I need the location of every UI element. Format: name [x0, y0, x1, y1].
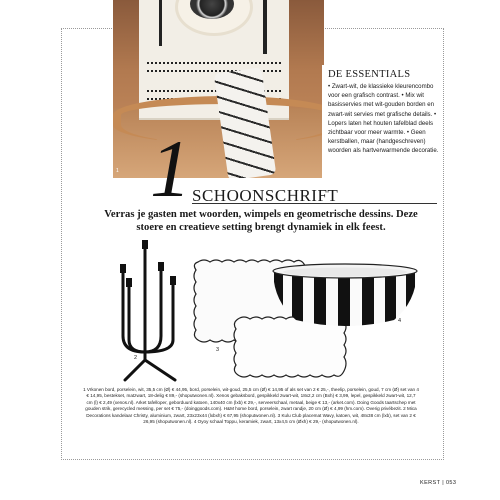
- photo-number: 1: [116, 168, 119, 174]
- product-credits: 1 Vrkonen bord, porselein, wit, 35,5 cm (Ø) € 44,95, bord, porselein, wit-goud, 25,5 cm (Ø) € 14,95 of als set van 2 € 25,-, theelip, porselein, goud, 7 cm (Ø) set van 4 € 14,95, bestekset, matzwart, 18-delig € 89,- (shoputwonen.nl). Xenos gebaksbord, gespikkeld zwart-wit, 18x2,2 cm (Bxh) € 3,99, lepel, gespikkeld zwart-wit, 12,7 cm (l) € 2,49 (xenos.nl). Arket tafelloper, geborduurd katoen, 140x40 cm (lxb) € 29,-, serveerschaal, metaal, beige € 13,- (arket.com). Doing Goods taartschep met gouden strik, gerecycled messing, per set € 75,- (doinggoods.com). H&M home bord, porselein, zwart randje, 20 cm (Ø) € 4,99 (hm.com). Overig privébezit. 2 Mica Decorations kandelaar Christy, aluminium, zwart, 23x23x44 (lxbxh) € 67,95 (shoputwonen.nl). 3 Kulu Club placemat Wavy, katoen, wit, 48x38 cm (lxb), set van 2 € 26,95 (shoputwonen.nl). 4 Oyoy schaal Toppu, keramiek, zwart, 13x4,5 cm (Øxh) € 29,- (shoputwonen.nl).: [83, 387, 419, 425]
- page-number: 053: [445, 480, 457, 486]
- section-name: KERST: [420, 480, 441, 486]
- product-number-3: 3: [216, 347, 220, 353]
- essentials-box: [322, 65, 440, 179]
- intro-text: Verras je gasten met woorden, wimpels en geometrische dessins. Deze stoere en creatieve setting brengt dynamiek in elk feest.: [104, 209, 418, 233]
- essentials-text: • Zwart-wit, de klassieke kleurencombo voor een grafisch contrast. • Mix wit basisservies met wit-gouden borden en zwart-wit servies met grafische details. • Lopers laten het houten tafelblad deels zichtbaar voor meer warmte. • Geen kerstballen, maar (handgeschreven) woorden als hartverwarmende decoratie.: [328, 83, 439, 155]
- folio-separator: |: [442, 480, 446, 486]
- title-rule: [192, 203, 437, 204]
- product-number-2: 2: [134, 355, 138, 361]
- section-title: SCHOONSCHRIFT: [192, 186, 339, 205]
- product-number-4: 4: [398, 318, 402, 324]
- candelabra-image: [115, 240, 185, 388]
- table-setting-photo: [113, 0, 324, 178]
- patterned-plate: [190, 0, 234, 19]
- page-folio: [420, 480, 456, 486]
- fork: [159, 0, 162, 46]
- section-number: 1: [150, 123, 191, 214]
- essentials-title: DE ESSENTIALS: [328, 69, 411, 80]
- knife: [263, 0, 267, 54]
